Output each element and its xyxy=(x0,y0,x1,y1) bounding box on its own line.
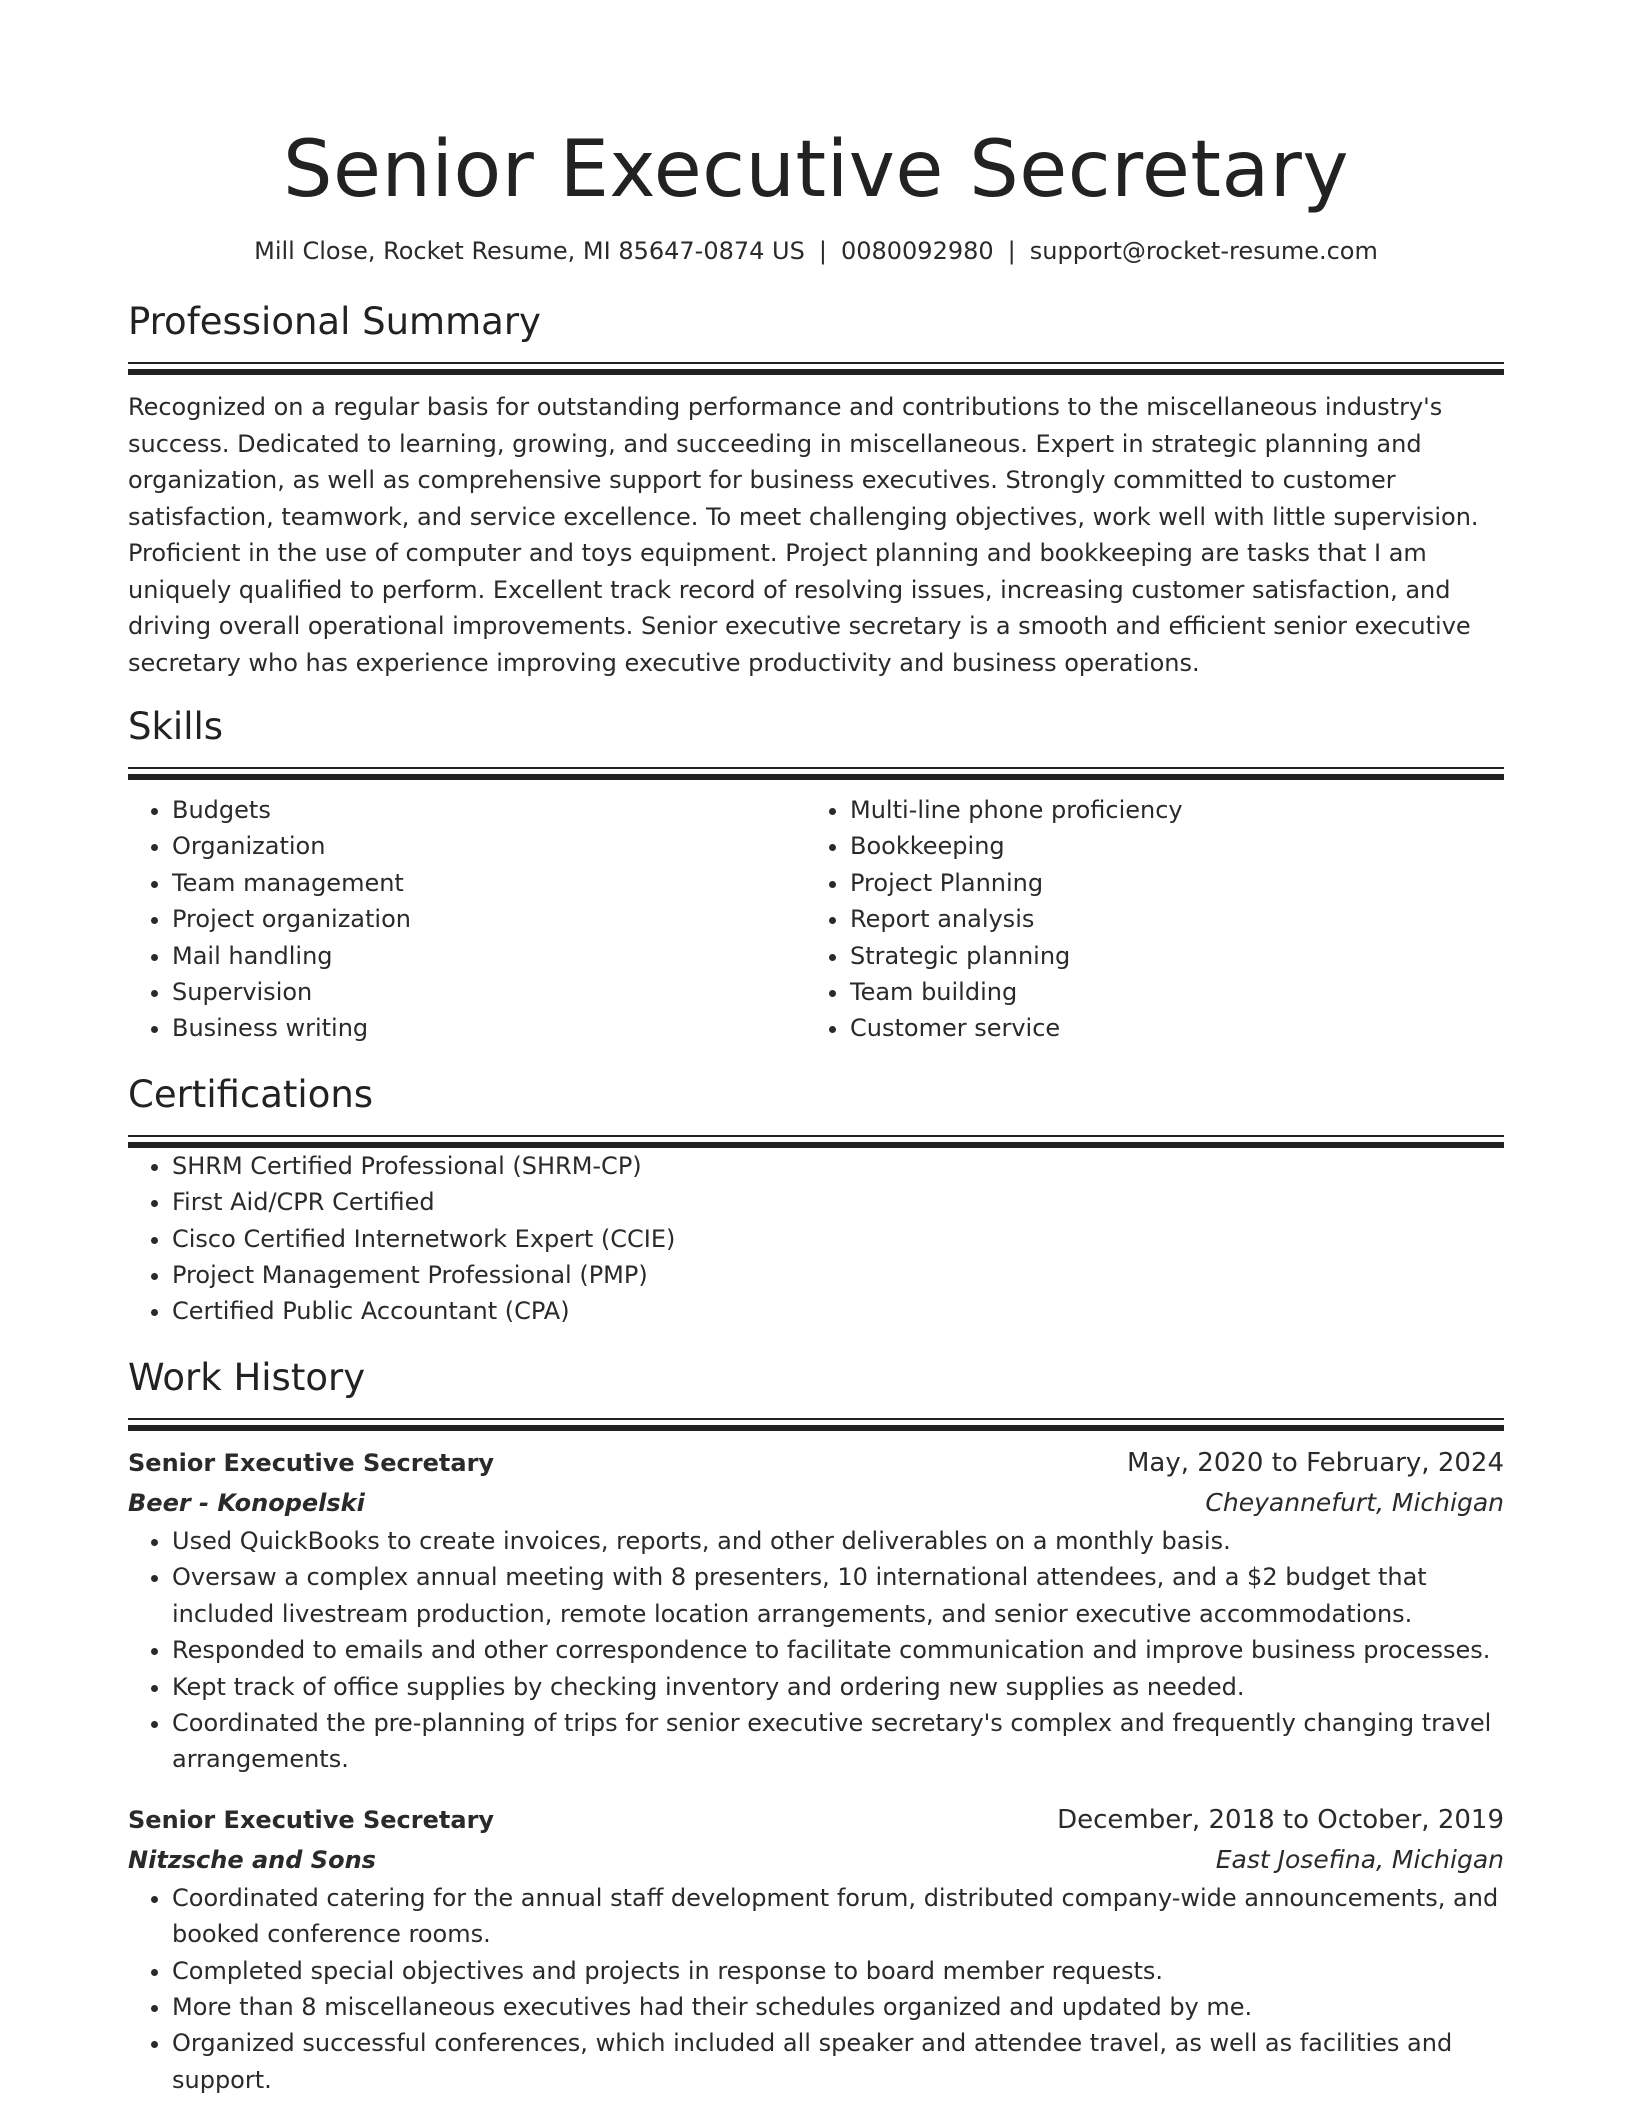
job-header-row xyxy=(128,1443,1504,1483)
section-divider xyxy=(128,1135,1504,1137)
skill-item: • Supervision xyxy=(172,974,806,1010)
section-divider xyxy=(128,774,1504,780)
job-company: Beer - Konopelski xyxy=(128,1488,365,1517)
job-location: Cheyannefurt, Michigan xyxy=(1205,1487,1504,1517)
contact-separator: | xyxy=(818,237,827,265)
skills-column-left xyxy=(128,792,806,1047)
job-bullet: • Oversaw a complex annual meeting with 8 presenters, 10 international attendees, and a $2 budget that included livestream production, remote location arrangements, and senior executive accommodations. xyxy=(172,1559,1504,1632)
job-bullet: • Responded to emails and other correspondence to facilitate communication and improve business processes. xyxy=(172,1632,1504,1668)
job-bullet: • Organized successful conferences, which included all speaker and attendee travel, as well as facilities and support. xyxy=(172,2025,1504,2098)
job-dates: December, 2018 to October, 2019 xyxy=(1057,1804,1504,1835)
work-history-section xyxy=(128,1352,1504,2098)
contact-email: support@rocket-resume.com xyxy=(1029,237,1378,265)
job-bullet-list xyxy=(128,1880,1504,2098)
skill-item: • Project Planning xyxy=(850,865,1484,901)
skills-section xyxy=(128,701,1504,1047)
job-company: Nitzsche and Sons xyxy=(128,1845,376,1874)
section-divider xyxy=(128,1425,1504,1431)
skill-item: • Multi-line phone proficiency xyxy=(850,792,1484,828)
summary-text: Recognized on a regular basis for outstanding performance and contributions to the miscellaneous industry's success. Dedicated to learning, growing, and succeeding in miscellaneous. Expert in strategic planning and organization, as well as comprehensive support for business executives. Strongly committed to customer satisfaction, teamwork, and service excellence. To meet challenging objectives, work well with little supervision. Proficient in the use of computer and toys equipment. Project planning and bookkeeping are tasks that I am uniquely qualified to perform. Excellent track record of resolving issues, increasing customer satisfaction, and driving overall operational improvements. Senior executive secretary is a smooth and efficient senior executive secretary who has experience improving executive productivity and business operations. xyxy=(128,393,1479,677)
certification-item: • Certified Public Accountant (CPA) xyxy=(172,1293,1504,1329)
resume-name: Senior Executive Secretary xyxy=(282,125,1350,215)
certification-item: • SHRM Certified Professional (SHRM-CP) xyxy=(172,1148,1504,1184)
section-divider xyxy=(128,1418,1504,1420)
job-bullet: • Kept track of office supplies by checking inventory and ordering new supplies as needed. xyxy=(172,1669,1504,1705)
skill-item: • Team building xyxy=(850,974,1484,1010)
job-title: Senior Executive Secretary xyxy=(128,1448,495,1477)
skill-item: • Business writing xyxy=(172,1010,806,1046)
skill-item: • Project organization xyxy=(172,901,806,937)
certifications-title: Certifications xyxy=(128,1072,374,1116)
certifications-section xyxy=(128,1069,1504,1330)
section-divider xyxy=(128,362,1504,364)
skills-grid xyxy=(128,792,1504,1047)
job-header-row xyxy=(128,1800,1504,1840)
skill-item: • Team management xyxy=(172,865,806,901)
job-dates: May, 2020 to February, 2024 xyxy=(1127,1447,1504,1478)
skills-title: Skills xyxy=(128,705,224,748)
contact-address: Mill Close, Rocket Resume, MI 85647-0874 US xyxy=(254,237,805,265)
job-bullet: • Completed special objectives and projects in response to board member requests. xyxy=(172,1953,1504,1989)
contact-separator: | xyxy=(1007,237,1016,265)
job-bullet-list xyxy=(128,1523,1504,1778)
certification-item: • Project Management Professional (PMP) xyxy=(172,1257,1504,1293)
summary-title: Professional Summary xyxy=(128,300,541,343)
section-divider xyxy=(128,767,1504,769)
certification-item: • Cisco Certified Internetwork Expert (CCIE) xyxy=(172,1221,1504,1257)
job-bullet: • Coordinated catering for the annual staff development forum, distributed company-wide announcements, and booked conference rooms. xyxy=(172,1880,1504,1953)
job-bullet: • Used QuickBooks to create invoices, reports, and other deliverables on a monthly basis. xyxy=(172,1523,1504,1559)
skill-item: • Report analysis xyxy=(850,901,1484,937)
job-entry xyxy=(128,1800,1504,2098)
contact-phone: 0080092980 xyxy=(840,237,994,265)
job-location: East Josefina, Michigan xyxy=(1215,1844,1504,1874)
skill-item: • Bookkeeping xyxy=(850,828,1484,864)
certification-item: • First Aid/CPR Certified xyxy=(172,1184,1504,1220)
section-divider xyxy=(128,369,1504,375)
skill-item: • Organization xyxy=(172,828,806,864)
job-title: Senior Executive Secretary xyxy=(128,1805,495,1834)
resume-page xyxy=(128,0,1504,2098)
job-bullet: • Coordinated the pre-planning of trips for senior executive secretary's complex and frequently changing travel arrangements. xyxy=(172,1705,1504,1778)
skill-item: • Strategic planning xyxy=(850,938,1484,974)
skills-column-right xyxy=(806,792,1484,1047)
job-company-row xyxy=(128,1840,1504,1880)
job-bullet: • More than 8 miscellaneous executives had their schedules organized and updated by me. xyxy=(172,1989,1504,2025)
work-history-title: Work History xyxy=(128,1355,366,1399)
skill-item: • Budgets xyxy=(172,792,806,828)
certification-list xyxy=(128,1148,1504,1330)
job-entry xyxy=(128,1443,1504,1778)
skill-item: • Mail handling xyxy=(172,938,806,974)
summary-section xyxy=(128,296,1504,681)
contact-line xyxy=(128,234,1504,268)
job-company-row xyxy=(128,1483,1504,1523)
skill-item: • Customer service xyxy=(850,1010,1484,1046)
